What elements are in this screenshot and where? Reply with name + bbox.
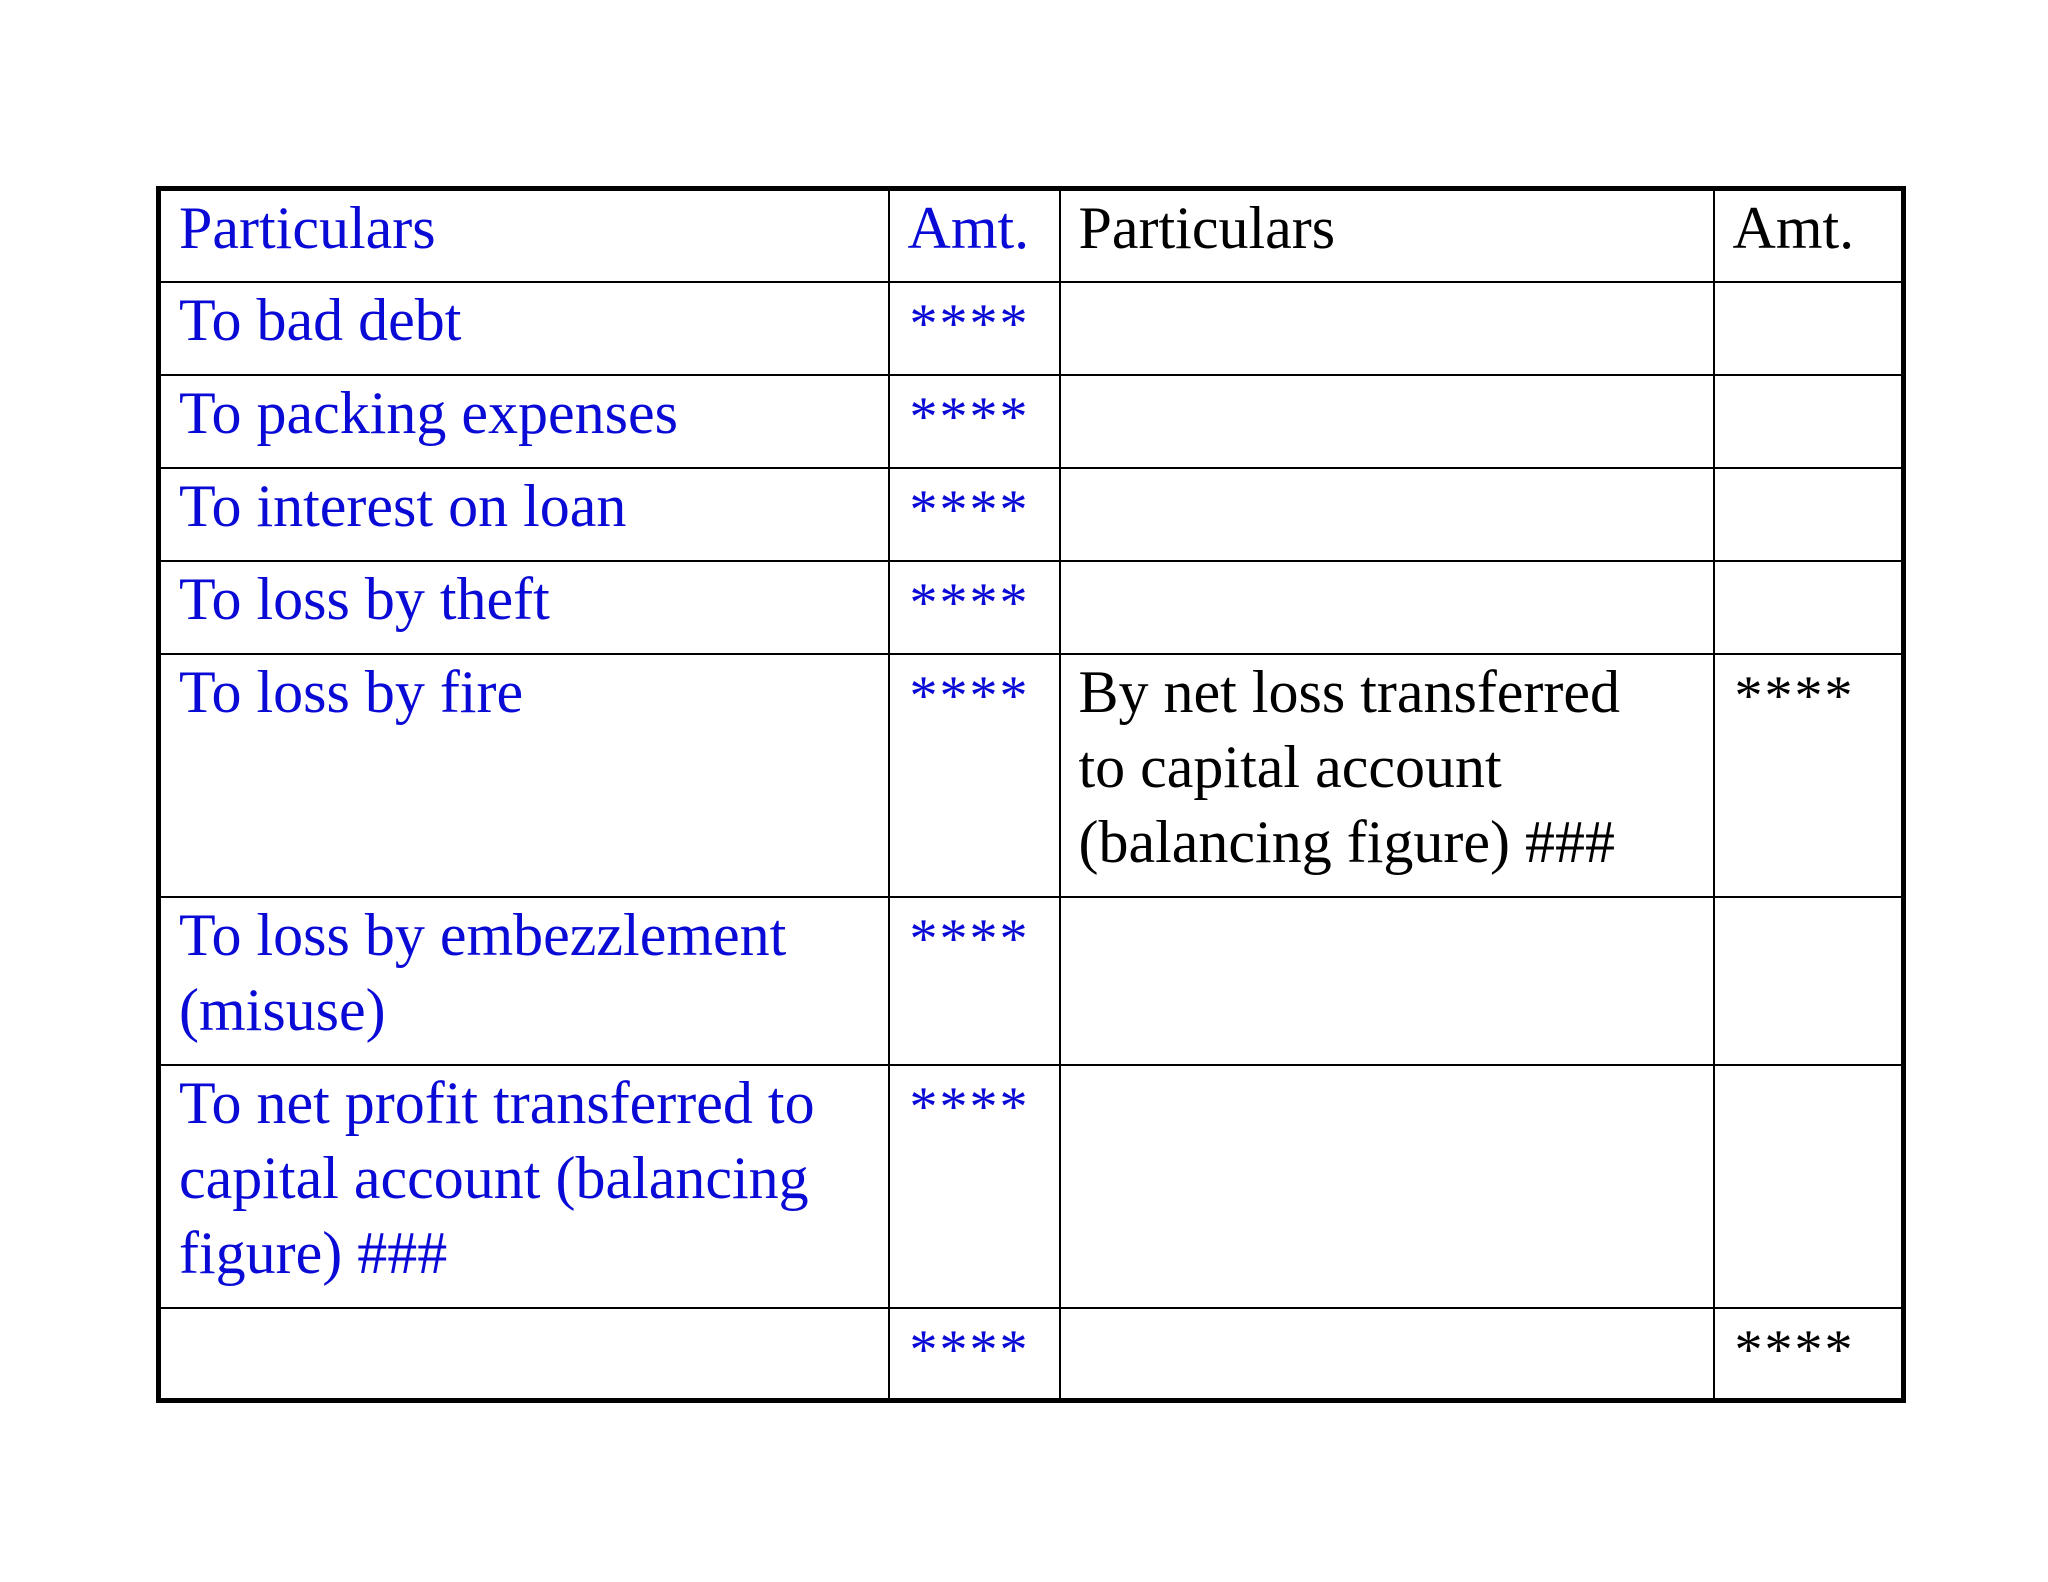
debit-particulars-cell: To loss by embezzlement (misuse): [159, 897, 889, 1065]
debit-particulars-cell: To interest on loan: [159, 468, 889, 561]
totals-credit-particulars: [1060, 1308, 1714, 1401]
table-row: [159, 654, 1904, 897]
credit-particulars-cell: [1060, 561, 1714, 654]
debit-amount-cell: ****: [889, 561, 1060, 654]
table-row: [159, 468, 1904, 561]
table-row: [159, 282, 1904, 375]
debit-amount-cell: ****: [889, 375, 1060, 468]
totals-debit-particulars: [159, 1308, 889, 1401]
debit-amount-cell: ****: [889, 1065, 1060, 1308]
credit-amount-cell: [1714, 561, 1904, 654]
debit-amount-cell: ****: [889, 897, 1060, 1065]
credit-particulars-cell: [1060, 375, 1714, 468]
header-credit-amount: Amt.: [1714, 189, 1904, 282]
credit-particulars-cell: [1060, 282, 1714, 375]
totals-debit-amount: ****: [889, 1308, 1060, 1401]
debit-amount-cell: ****: [889, 282, 1060, 375]
debit-amount-cell: ****: [889, 468, 1060, 561]
debit-particulars-cell: To bad debt: [159, 282, 889, 375]
totals-row: [159, 1308, 1904, 1401]
credit-particulars-cell: By net loss transferred to capital account (balancing figure) ###: [1060, 654, 1714, 897]
header-debit-amount: Amt.: [889, 189, 1060, 282]
credit-particulars-cell: [1060, 897, 1714, 1065]
credit-amount-cell: [1714, 375, 1904, 468]
totals-credit-amount: ****: [1714, 1308, 1904, 1401]
table-row: [159, 561, 1904, 654]
credit-amount-cell: [1714, 282, 1904, 375]
credit-amount-cell: ****: [1714, 654, 1904, 897]
credit-particulars-cell: [1060, 468, 1714, 561]
debit-particulars-cell: To packing expenses: [159, 375, 889, 468]
table-row: [159, 375, 1904, 468]
debit-particulars-cell: To net profit transferred to capital account (balancing figure) ###: [159, 1065, 889, 1308]
header-credit-particulars: Particulars: [1060, 189, 1714, 282]
debit-particulars-cell: To loss by fire: [159, 654, 889, 897]
credit-amount-cell: [1714, 468, 1904, 561]
credit-amount-cell: [1714, 897, 1904, 1065]
credit-amount-cell: [1714, 1065, 1904, 1308]
ledger-table: [156, 186, 1906, 1403]
table-row: [159, 1065, 1904, 1308]
header-debit-particulars: Particulars: [159, 189, 889, 282]
table-row: [159, 897, 1904, 1065]
debit-particulars-cell: To loss by theft: [159, 561, 889, 654]
header-row: [159, 189, 1904, 282]
credit-particulars-cell: [1060, 1065, 1714, 1308]
debit-amount-cell: ****: [889, 654, 1060, 897]
